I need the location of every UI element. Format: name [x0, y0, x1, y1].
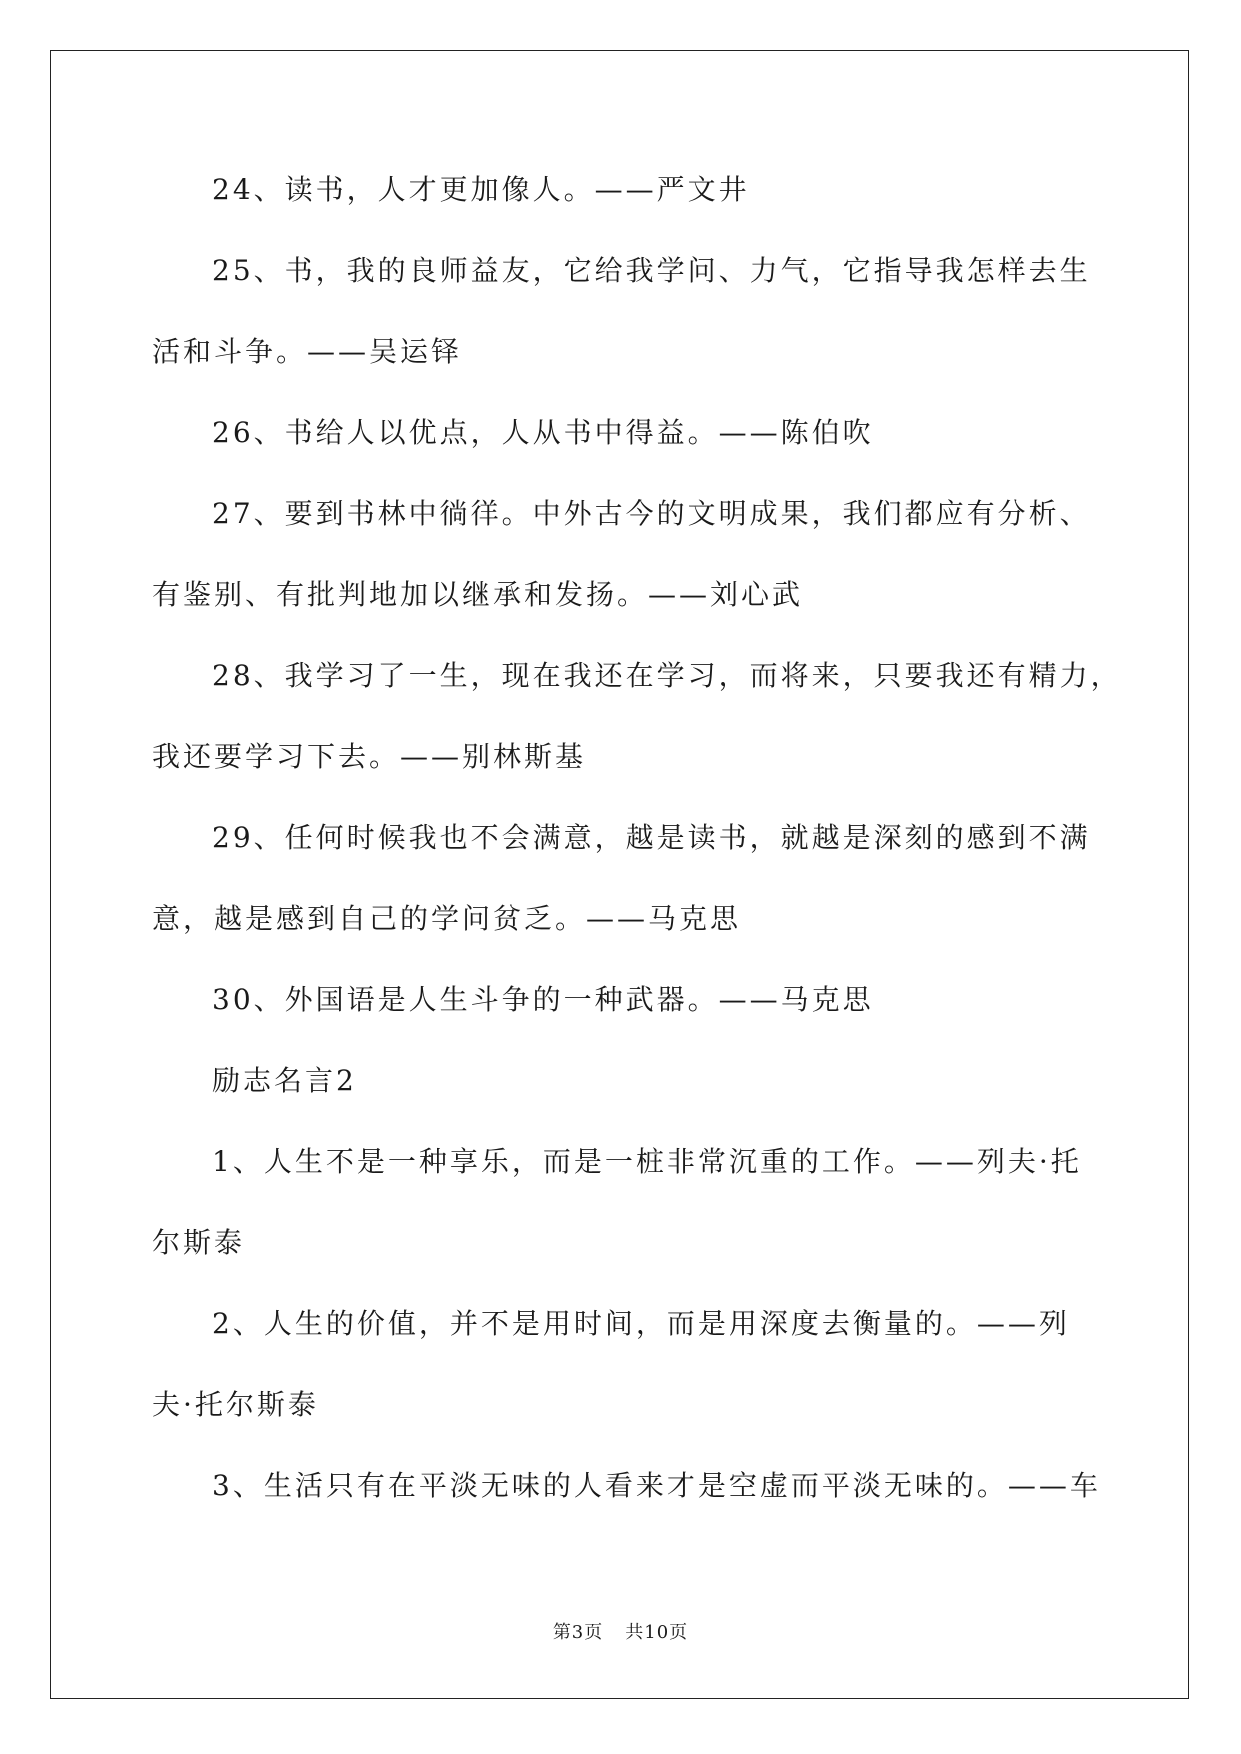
- quote-line: 26、书给人以优点，人从书中得益。——陈伯吹: [212, 416, 874, 449]
- page-total: 共10页: [625, 1622, 689, 1643]
- page-number: 第3页: [552, 1622, 604, 1643]
- quote-line: 30、外国语是人生斗争的一种武器。——马克思: [212, 983, 874, 1016]
- page-footer: [0, 1618, 1241, 1644]
- quote-line: 3、生活只有在平淡无味的人看来才是空虚而平淡无味的。——车: [212, 1469, 1101, 1502]
- quote-line-continued: 尔斯泰: [152, 1226, 246, 1259]
- quote-line-continued: 我还要学习下去。——别林斯基: [152, 740, 587, 773]
- quote-line: 24、读书，人才更加像人。——严文井: [212, 173, 750, 206]
- quote-line: 1、人生不是一种享乐，而是一桩非常沉重的工作。——列夫·托: [212, 1145, 1082, 1178]
- quote-line-continued: 活和斗争。——吴运铎: [152, 335, 463, 368]
- quote-line: 2、人生的价值，并不是用时间，而是用深度去衡量的。——列: [212, 1307, 1070, 1340]
- document-body: [152, 160, 1122, 1537]
- quote-line-continued: 有鉴别、有批判地加以继承和发扬。——刘心武: [152, 578, 804, 611]
- quote-line: 28、我学习了一生，现在我还在学习，而将来，只要我还有精力，: [212, 659, 1122, 692]
- section-heading: 励志名言2: [212, 1064, 357, 1097]
- quote-line-continued: 夫·托尔斯泰: [152, 1388, 319, 1421]
- quote-line: 27、要到书林中徜徉。中外古今的文明成果，我们都应有分析、: [212, 497, 1091, 530]
- quote-line: 25、书，我的良师益友，它给我学问、力气，它指导我怎样去生: [212, 254, 1091, 287]
- quote-line-continued: 意，越是感到自己的学问贫乏。——马克思: [152, 902, 742, 935]
- quote-line: 29、任何时候我也不会满意，越是读书，就越是深刻的感到不满: [212, 821, 1091, 854]
